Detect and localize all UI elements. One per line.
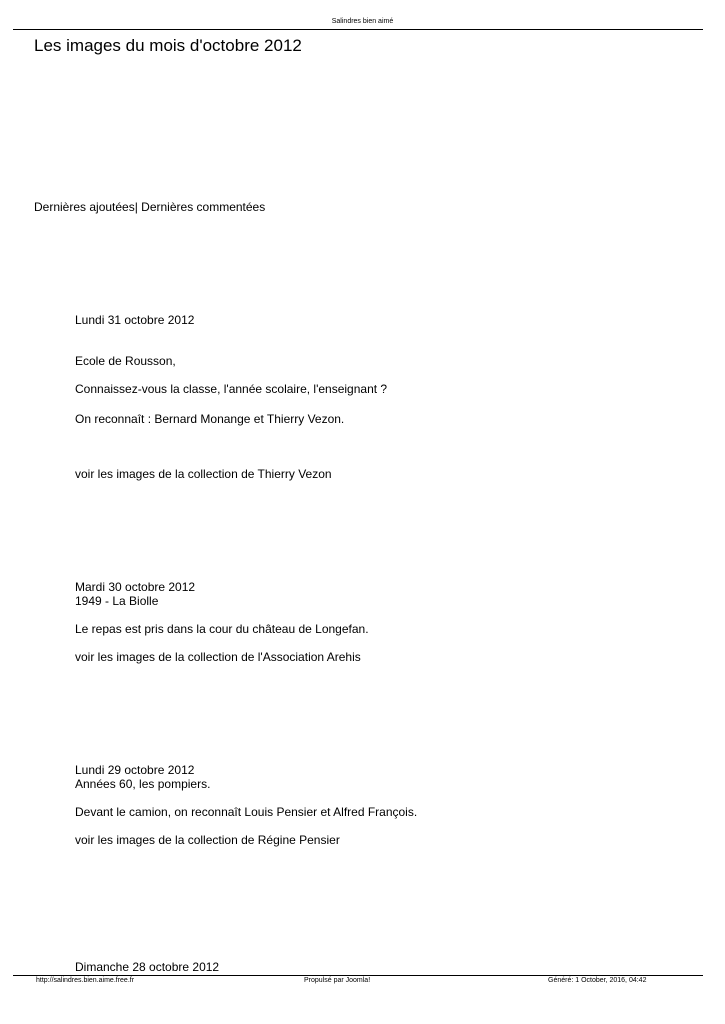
footer-powered-by: Propulsé par Joomla! — [304, 977, 371, 984]
page-title: Les images du mois d'octobre 2012 — [34, 36, 302, 55]
collection-link[interactable]: voir les images de la collection de Régine Pensier — [75, 833, 340, 847]
entry-date: Lundi 31 octobre 2012 — [75, 313, 195, 327]
entry-date: Mardi 30 octobre 2012 — [75, 580, 196, 594]
entry-text: Le repas est pris dans la cour du château de Longefan. — [75, 622, 369, 636]
collection-link[interactable]: voir les images de la collection de l'Association Arehis — [75, 650, 361, 664]
entry-date: Lundi 29 octobre 2012 — [75, 763, 195, 777]
entry-title: 1949 - La Biolle — [75, 594, 159, 608]
entry-text: Connaissez-vous la classe, l'année scolaire, l'enseignant ? — [75, 382, 388, 396]
entry-title: Ecole de Rousson, — [75, 354, 176, 368]
footer-generated: Généré: 1 October, 2016, 04:42 — [548, 977, 647, 984]
collection-link[interactable]: voir les images de la collection de Thierry Vezon — [75, 467, 332, 481]
entry-text: On reconnaît : Bernard Monange et Thierry Vezon. — [75, 412, 345, 426]
header-divider — [13, 29, 703, 30]
footer-url[interactable]: http://salindres.bien.aime.free.fr — [36, 977, 135, 984]
recent-links-nav[interactable]: Dernières ajoutées| Dernières commentées — [34, 200, 266, 214]
entry-text: Devant le camion, on reconnaît Louis Pensier et Alfred François. — [75, 805, 418, 819]
entry-date: Dimanche 28 octobre 2012 — [75, 960, 220, 974]
site-name: Salindres bien aimé — [331, 18, 394, 25]
entry-title: Années 60, les pompiers. — [75, 777, 211, 791]
